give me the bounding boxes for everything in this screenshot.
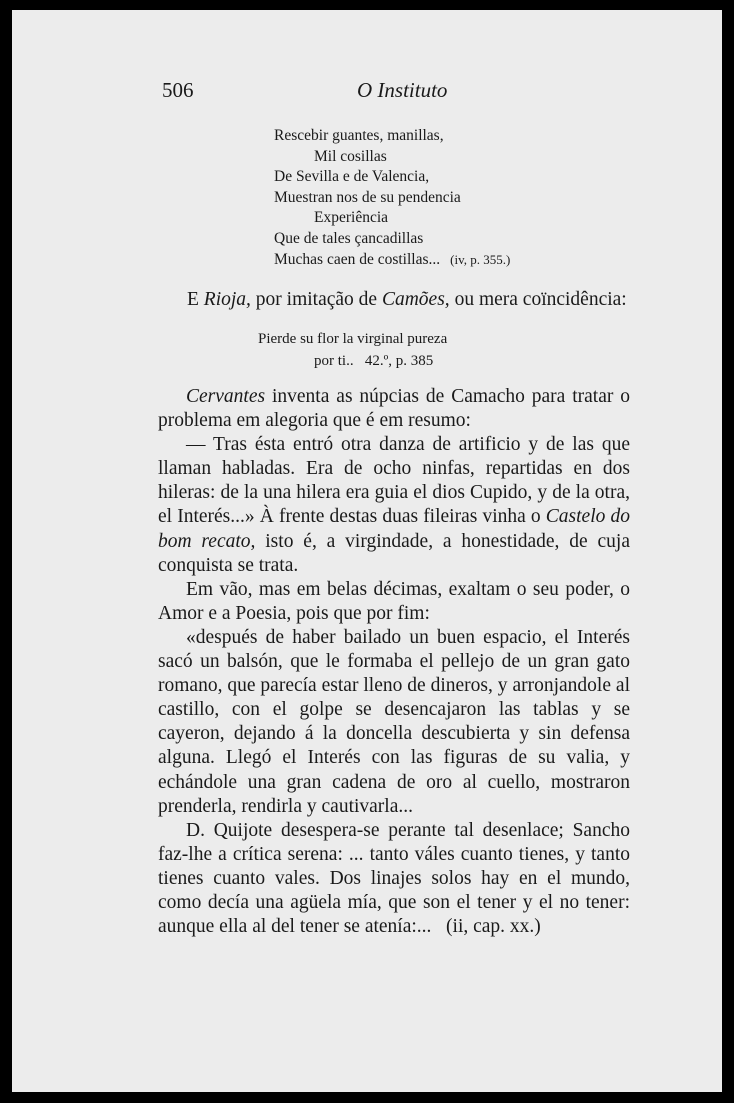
rioja-mid: por imitação de [255, 289, 378, 310]
verse-quote-2 [258, 328, 447, 372]
rioja-pre: E [187, 289, 199, 310]
castelo-title: Castelo do bom recato, [158, 506, 630, 552]
paragraph-despues: «después de haber bailado un buen espacio, el Interés sacó un balsón, que le formaba el pellejo de un gran gato romano, que parecía estar lleno de dineros, y arronjandole al castillo, con el golpe se desencajaron las tablas y se cayeron, dejando á la doncella descubierta y sin defensa alguna. Llegó el Interés con las figuras de su valia, y echándole una gran cadena de oro al cuello, mostraron prenderla, rendirla y cautivarla... [158, 626, 630, 817]
rioja-line [187, 289, 627, 311]
verse2-line2: por ti.. [314, 353, 354, 369]
verse-line: Que de tales çancadillas [274, 229, 424, 247]
paragraph-em-vao: Em vão, mas em belas décimas, exaltam o seu poder, o Amor e a Poesia, pois que por fim: [158, 578, 630, 624]
paragraph-text: inventa as núpcias de Camacho para tratar o problema em alegoria que é em resumo: [158, 386, 631, 432]
page-header [162, 78, 632, 108]
verse2-citation: 42.º, p. 385 [364, 353, 434, 369]
verse-quote-1 [274, 126, 510, 270]
verse-line: Experiência [314, 209, 389, 227]
camoes-name: Camões, [381, 289, 450, 310]
verse-line: Muestran nos de su pendencia [274, 188, 461, 206]
book-page [12, 10, 722, 1092]
paragraph-quijote [158, 819, 630, 939]
paragraph-quote [158, 433, 630, 578]
verse-line: Muchas caen de costillas... [274, 250, 441, 268]
cervantes-name: Cervantes [186, 386, 266, 407]
running-title: O Instituto [357, 78, 448, 102]
verse-line: De Sevilla e de Valencia, [274, 168, 430, 186]
chapter-citation: (ii, cap. xx.) [446, 916, 541, 938]
paragraph-text: isto é, a virgindade, a honestidade, de cuja conquista se trata. [158, 530, 631, 576]
page-number: 506 [162, 78, 194, 102]
rioja-name: Rioja, [203, 289, 251, 310]
verse-citation: (iv, p. 355.) [450, 251, 511, 267]
rioja-post: ou mera coïncidência: [454, 289, 627, 310]
verse-line: Mil cosillas [314, 147, 387, 165]
paragraph-text: D. Quijote desespera-se perante tal desenlace; Sancho faz-lhe a crítica serena: ... tanto váles cuanto tienes, y tanto tienes cuanto vales. Dos linajes solos hay en el mundo, como decía una agüela mía, que son el tener y el no tener: aunque ella al del tener se atenía:... [158, 819, 630, 938]
paragraph-text: — Tras ésta entró otra danza de artificio y de las que llaman habladas. Era de ocho ninfas, repartidas en dos hileras: de la una hilera era guia el dios Cupido, y de la otra, el Interés...» À frente destas duas fileiras vinha o [158, 434, 630, 528]
body-text [158, 385, 630, 939]
verse2-line1: Pierde su flor la virginal pureza [258, 331, 448, 347]
verse-line: Rescebir guantes, manillas, [274, 127, 444, 144]
paragraph-cervantes [158, 385, 630, 433]
